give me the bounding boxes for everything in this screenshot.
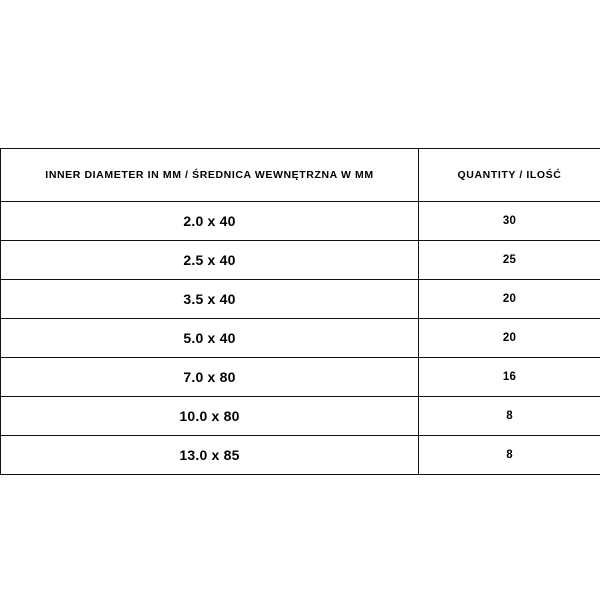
- table-row: [1, 280, 600, 319]
- table-row: [1, 319, 600, 358]
- cell-quantity: 25: [419, 241, 600, 280]
- cell-diameter: 2.0 x 40: [1, 202, 419, 241]
- table-header-row: [1, 149, 600, 202]
- column-header-quantity: QUANTITY / ILOŚĆ: [419, 149, 600, 202]
- cell-diameter: 5.0 x 40: [1, 319, 419, 358]
- cell-quantity: 20: [419, 280, 600, 319]
- table-header: [1, 149, 600, 202]
- cell-quantity: 16: [419, 358, 600, 397]
- table-row: [1, 397, 600, 436]
- cell-quantity: 30: [419, 202, 600, 241]
- table-row: [1, 436, 600, 475]
- table-row: [1, 202, 600, 241]
- cell-diameter: 13.0 x 85: [1, 436, 419, 475]
- spec-table-container: [0, 148, 600, 475]
- cell-diameter: 7.0 x 80: [1, 358, 419, 397]
- cell-quantity: 8: [419, 397, 600, 436]
- cell-diameter: 2.5 x 40: [1, 241, 419, 280]
- cell-diameter: 3.5 x 40: [1, 280, 419, 319]
- spec-table: [0, 148, 600, 475]
- cell-diameter: 10.0 x 80: [1, 397, 419, 436]
- table-body: [1, 202, 600, 475]
- column-header-diameter: INNER DIAMETER IN MM / ŚREDNICA WEWNĘTRZNA W MM: [1, 149, 419, 202]
- cell-quantity: 20: [419, 319, 600, 358]
- table-row: [1, 241, 600, 280]
- table-row: [1, 358, 600, 397]
- cell-quantity: 8: [419, 436, 600, 475]
